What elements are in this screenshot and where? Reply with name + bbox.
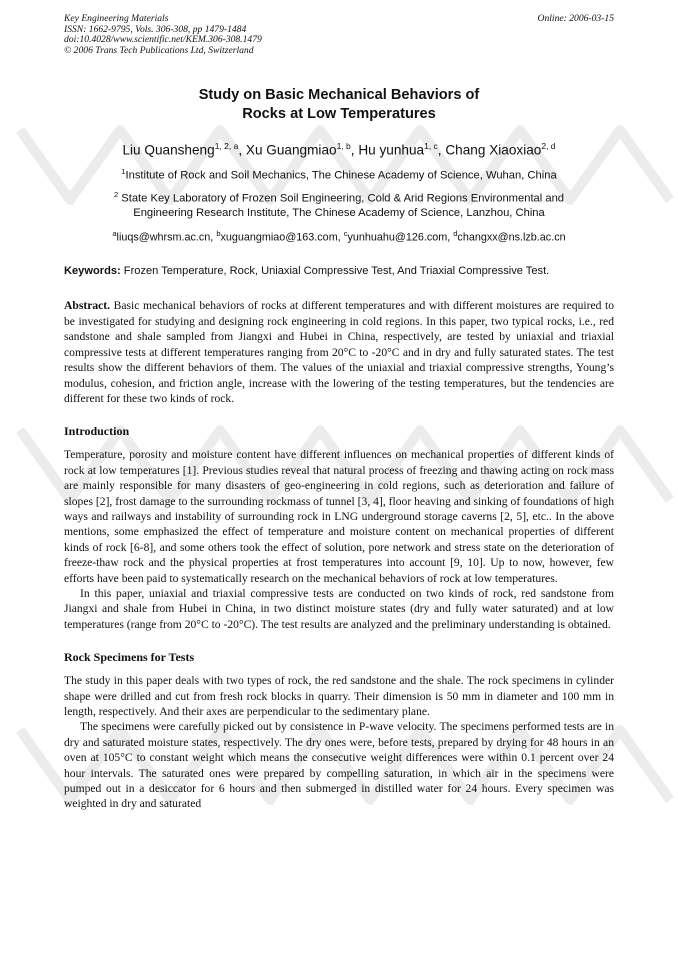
author-sup: 1, 2, a: [214, 141, 239, 152]
author-sep: ,: [437, 142, 446, 158]
abstract: [64, 298, 614, 406]
title-line-2: Rocks at Low Temperatures: [242, 106, 436, 123]
email-link[interactable]: changxx@ns.lzb.ac.cn: [457, 231, 566, 244]
paragraph: The specimens were carefully picked out by consistence in P-wave velocity. The specimens performed tests are in dry and saturated moisture states, respectively. The dry ones were, before tests, prepared by drying for 48 hours in an oven at 105°C to constant weight which means the consecutive weight differences were within 0.1 percent over 24 hour intervals. The saturated ones were prepared by compelling saturation, in which air in the specimens were pumped out in a desiccator for 6 hours and then submerged in distilled water for 24 hours. Every specimen was weighted in dry and saturated: [64, 720, 614, 811]
introduction-body: [64, 447, 614, 632]
copyright: © 2006 Trans Tech Publications Ltd, Switzerland: [64, 44, 254, 56]
author-sup: 1, b: [336, 141, 351, 152]
keywords: [64, 264, 614, 278]
author-list: [64, 137, 614, 160]
author-name: Liu Quansheng: [122, 142, 215, 158]
paper-title: [64, 86, 614, 124]
section-heading-introduction: Introduction: [64, 424, 130, 439]
journal-header: [64, 14, 614, 56]
online-date: Online: 2006-03-15: [537, 13, 614, 24]
author-sep: ,: [350, 142, 359, 158]
author-name: Xu Guangmiao: [245, 142, 337, 158]
paragraph: Temperature, porosity and moisture content have different influences on mechanical properties of different kinds of rock at low temperatures [1]. Previous studies reveal that natural process of freezing and thawing acting on rock mass are mainly responsible for many disasters of geo-engineering in cold regions, such as deterioration and failure of slopes [2], frost damage to the surrounding rockmass of tunnel [3, 4], floor heaving and sinking of foundations of high ways and railways and instability of surrounding rock in LNG underground storage caverns [2, 5], etc.. In the above mentions, some emphasized the effect of temperature and moisture content on mechanical properties of different kinds of rock [6-8], and some others took the effect of solution, pore network and stress state on the deterioration of freeze-thaw rock and the physical properties at frost temperatures into account [9, 10]. Up to now, however, few efforts have been paid to systematically research on the mechanical behaviors of rock at low temperatures.: [64, 448, 614, 585]
affiliation-2: [64, 188, 614, 221]
keywords-label: Keywords:: [64, 265, 121, 278]
author-name: Chang Xiaoxiao: [445, 142, 542, 158]
email-sup: c: [343, 228, 348, 238]
email-sup: d: [453, 228, 458, 238]
doi: doi:10.4028/www.scientific.net/KEM.306-308.1479: [64, 34, 262, 46]
affiliation-text: Engineering Research Institute, The Chinese Academy of Science, Lanzhou, China: [133, 207, 545, 220]
author-sup: 1, c: [424, 141, 438, 152]
affiliation-sup: 2: [113, 190, 119, 200]
author-name: Hu yunhua: [358, 142, 425, 158]
journal-name: Key Engineering Materials: [64, 13, 169, 24]
section-heading-specimens: Rock Specimens for Tests: [64, 650, 195, 665]
email-sup: b: [216, 228, 221, 238]
abstract-text: Basic mechanical behaviors of rocks at different temperatures and with different moistures are required to be investigated for studying and designing rock engineering in cold regions. In this paper, two typical rocks, i.e., red sandstone and shale sampled from Jiangxi and Hubei in China, respectively, are tested by uniaxial and triaxial compressive tests at different temperatures ranging from 20°C to -20°C and in dry and fully saturated states. The test results show the different behaviors of them. The values of the uniaxial and triaxial compressive strengths, Young’s modulus, cohesion, and friction angle, increase with the lowering of the testing temperatures, but the tendencies are different for these two kinds of rock.: [64, 299, 614, 405]
email-link[interactable]: liuqs@whrsm.ac.cn,: [116, 231, 217, 244]
affiliation-1: [64, 165, 614, 183]
author-sep: ,: [238, 142, 246, 158]
specimens-body: [64, 673, 614, 812]
paper-page: [64, 14, 614, 812]
keywords-text: Frozen Temperature, Rock, Uniaxial Compressive Test, And Triaxial Compressive Test.: [120, 265, 550, 278]
issn: ISSN: 1662-9795, Vols. 306-308, pp 1479-1484: [64, 23, 247, 35]
affiliation-text: State Key Laboratory of Frozen Soil Engineering, Cold & Arid Regions Environmental and: [118, 192, 565, 205]
author-sup: 2, d: [541, 141, 556, 152]
email-list: [64, 227, 614, 245]
abstract-label: Abstract.: [64, 299, 111, 313]
paragraph: In this paper, uniaxial and triaxial compressive tests are conducted on two kinds of rock, red sandstone from Jiangxi and shale from Hubei in China, in two distinct moisture states (dry and fully water saturated) and at low temperatures (range from 20°C to -20°C). The test results are analyzed and the preliminary understanding is obtained.: [64, 586, 614, 631]
email-link[interactable]: xuguangmiao@163.com,: [220, 231, 344, 244]
email-link[interactable]: yunhuahu@126.com,: [347, 231, 454, 244]
paragraph: The study in this paper deals with two types of rock, the red sandstone and the shale. The rock specimens in cylinder shape were drilled and cut from fresh rock blocks in quarry. Their dimension is 50 mm in diameter and 100 mm in length, respectively. And their axes are perpendicular to the sedimentary plane.: [64, 674, 614, 718]
affiliation-text: Institute of Rock and Soil Mechanics, The Chinese Academy of Science, Wuhan, China: [125, 169, 557, 182]
email-sup: a: [112, 228, 117, 238]
affiliation-sup: 1: [121, 166, 126, 176]
title-line-1: Study on Basic Mechanical Behaviors of: [198, 87, 480, 104]
